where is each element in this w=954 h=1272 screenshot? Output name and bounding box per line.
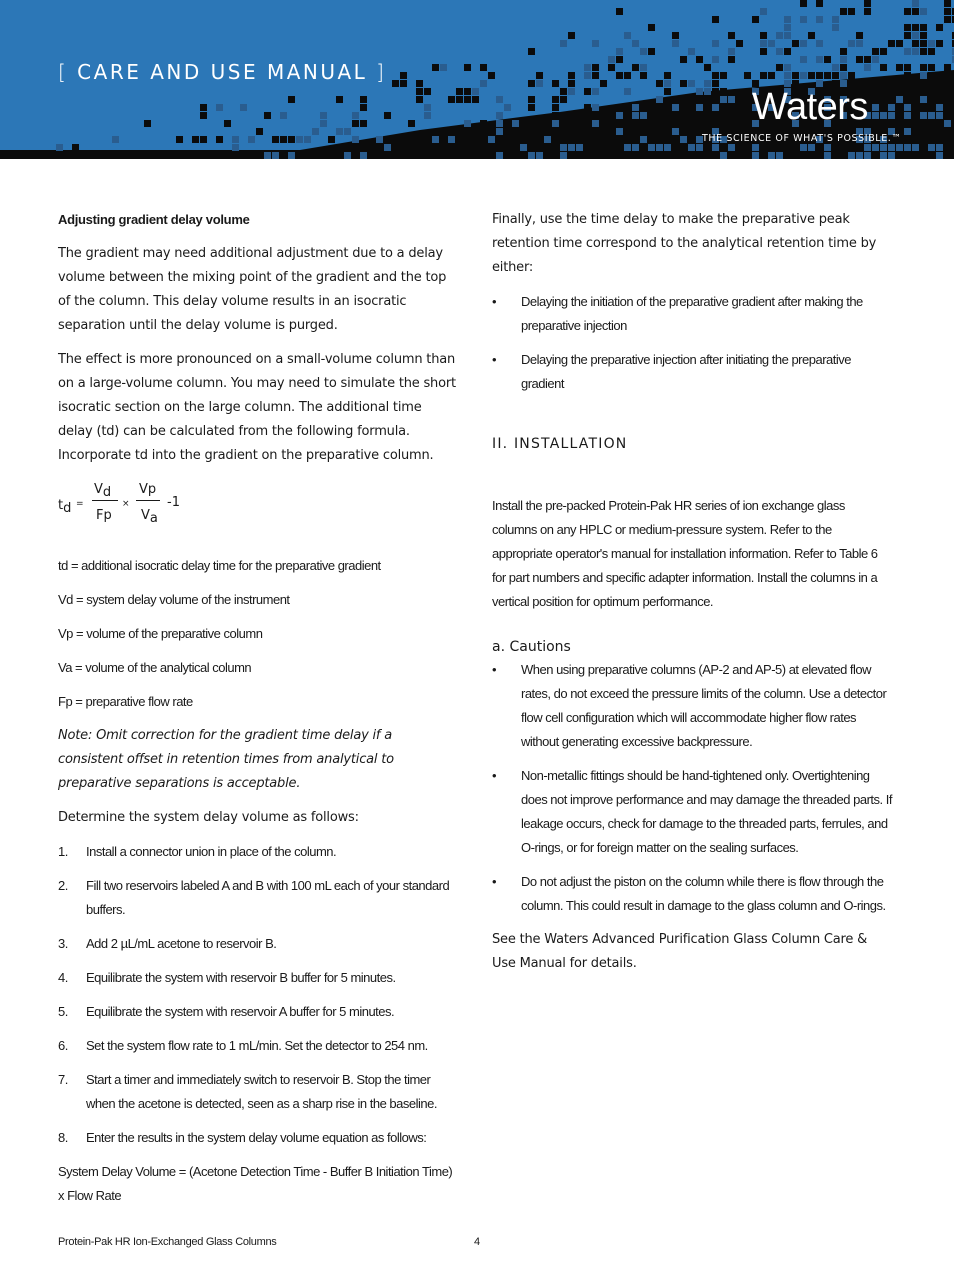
header-banner <box>0 0 954 159</box>
formula-fp: Fp <box>96 508 112 523</box>
definition-vd: Vd = system delay volume of the instrument <box>58 592 290 607</box>
fraction-bar-1 <box>92 500 118 501</box>
formula-minus-one: -1 <box>167 495 180 510</box>
bullet-icon: • <box>492 662 497 677</box>
list-item: • When using preparative columns (AP-2 and AP-5) at elevated flow rates, do not exceed the pressure limits of the column. Use a detector flow cell configuration which will accommodate higher flow rates without generating excessive backpressure. <box>492 658 892 754</box>
section-heading-installation: II. INSTALLATION <box>492 436 628 452</box>
list-item: 5. Equilibrate the system with reservoir A buffer for 5 minutes. <box>58 1004 395 1019</box>
list-item: 8. Enter the results in the system delay volume equation as follows: <box>58 1130 427 1145</box>
page-number: 4 <box>474 1236 481 1248</box>
bullet-icon: • <box>492 768 497 783</box>
note-paragraph: Note: Omit correction for the gradient time delay if a consistent offset in retention times from analytical to preparative separations is acceptable. <box>58 728 394 791</box>
see-also-paragraph: See the Waters Advanced Purification Glass Column Care & Use Manual for details. <box>492 932 868 971</box>
bracket-close: ] <box>376 60 387 84</box>
definition-list <box>58 554 458 714</box>
list-item: 2. Fill two reservoirs labeled A and B with 100 mL each of your standard buffers. <box>58 878 450 917</box>
formula-lhs: $t_d$ <box>58 498 72 516</box>
subheading-gradient-delay: Adjusting gradient delay volume <box>58 212 250 227</box>
bracket-open: [ <box>58 60 69 84</box>
definition-va: Va = volume of the analytical column <box>58 660 252 675</box>
determine-paragraph: Determine the system delay volume as follows: <box>58 810 359 825</box>
list-item: 7. Start a timer and immediately switch to reservoir B. Stop the timer when the acetone is detected, seen as a sharp rise in the baseline. <box>58 1072 437 1111</box>
paragraph-small-volume: The effect is more pronounced on a small-volume column than on a large-volume column. You may need to simulate the short isocratic section on the large column. The additional time delay (td) can be calculated from the following formula. Incorporate td into the gradient on the preparative column. <box>58 352 456 463</box>
steps-list <box>58 840 458 1150</box>
formula-vd: $V_d$ <box>94 482 112 500</box>
left-column <box>58 208 458 1218</box>
waters-logo: Waters <box>752 86 868 128</box>
list-item: • Delaying the preparative injection after initiating the preparative gradient <box>492 348 892 396</box>
list-item: 4. Equilibrate the system with reservoir B buffer for 5 minutes. <box>58 970 396 985</box>
list-item: • Delaying the initiation of the preparative gradient after making the preparative injection <box>492 290 892 338</box>
fraction-bar-2 <box>136 500 160 501</box>
manual-title <box>58 60 386 84</box>
right-column <box>492 208 892 986</box>
bullet-icon: • <box>492 352 497 367</box>
tagline: THE SCIENCE OF WHAT'S POSSIBLE.™ <box>702 133 902 144</box>
delay-formula <box>58 478 458 540</box>
formula-va: $V_a$ <box>141 508 158 526</box>
definition-fp: Fp = preparative flow rate <box>58 694 193 709</box>
cautions-list <box>492 658 892 918</box>
definition-vp: Vp = volume of the preparative column <box>58 626 263 641</box>
bullet-icon: • <box>492 294 497 309</box>
delay-options-list <box>492 290 892 396</box>
installation-paragraph: Install the pre-packed Protein-Pak HR series of ion exchange glass columns on any HPLC or medium-pressure system. Refer to the appropriate operator's manual for installation information. Refer to Table 6 for part numbers and specific adapter information. Install the columns in a vertical position for optimum performance. <box>492 498 878 609</box>
system-delay-equation: System Delay Volume = (Acetone Detection Time - Buffer B Initiation Time) x Flow Rate <box>58 1164 453 1203</box>
footer-title: Protein-Pak HR Ion-Exchanged Glass Columns <box>58 1236 277 1248</box>
definition-td: td = additional isocratic delay time for the preparative gradient <box>58 558 381 573</box>
formula-times: × <box>122 499 130 509</box>
list-item: • Do not adjust the piston on the column while there is flow through the column. This could result in damage to the glass column and O-rings. <box>492 870 892 918</box>
list-item: 6. Set the system flow rate to 1 mL/min. Set the detector to 254 nm. <box>58 1038 428 1053</box>
finally-paragraph: Finally, use the time delay to make the preparative peak retention time correspond to the analytical retention time by either: <box>492 212 877 275</box>
manual-title-text: CARE AND USE MANUAL <box>77 60 368 84</box>
list-item: 1. Install a connector union in place of the column. <box>58 844 337 859</box>
paragraph-delay-volume: The gradient may need additional adjustment due to a delay volume between the mixing point of the gradient and the top of the column. This delay volume results in an isocratic separation until the delay volume is purged. <box>58 246 447 333</box>
list-item: • Non-metallic fittings should be hand-tightened only. Overtightening does not improve performance and may damage the threaded parts. If leakage occurs, check for damage to the threaded parts, ferrules, and O-rings, or for foreign matter on the sealing surfaces. <box>492 764 892 860</box>
bullet-icon: • <box>492 874 497 889</box>
list-item: 3. Add 2 µL/mL acetone to reservoir B. <box>58 936 277 951</box>
formula-equals: = <box>76 499 84 509</box>
formula-vp: Vp <box>139 482 157 497</box>
cautions-heading: a. Cautions <box>492 639 571 655</box>
